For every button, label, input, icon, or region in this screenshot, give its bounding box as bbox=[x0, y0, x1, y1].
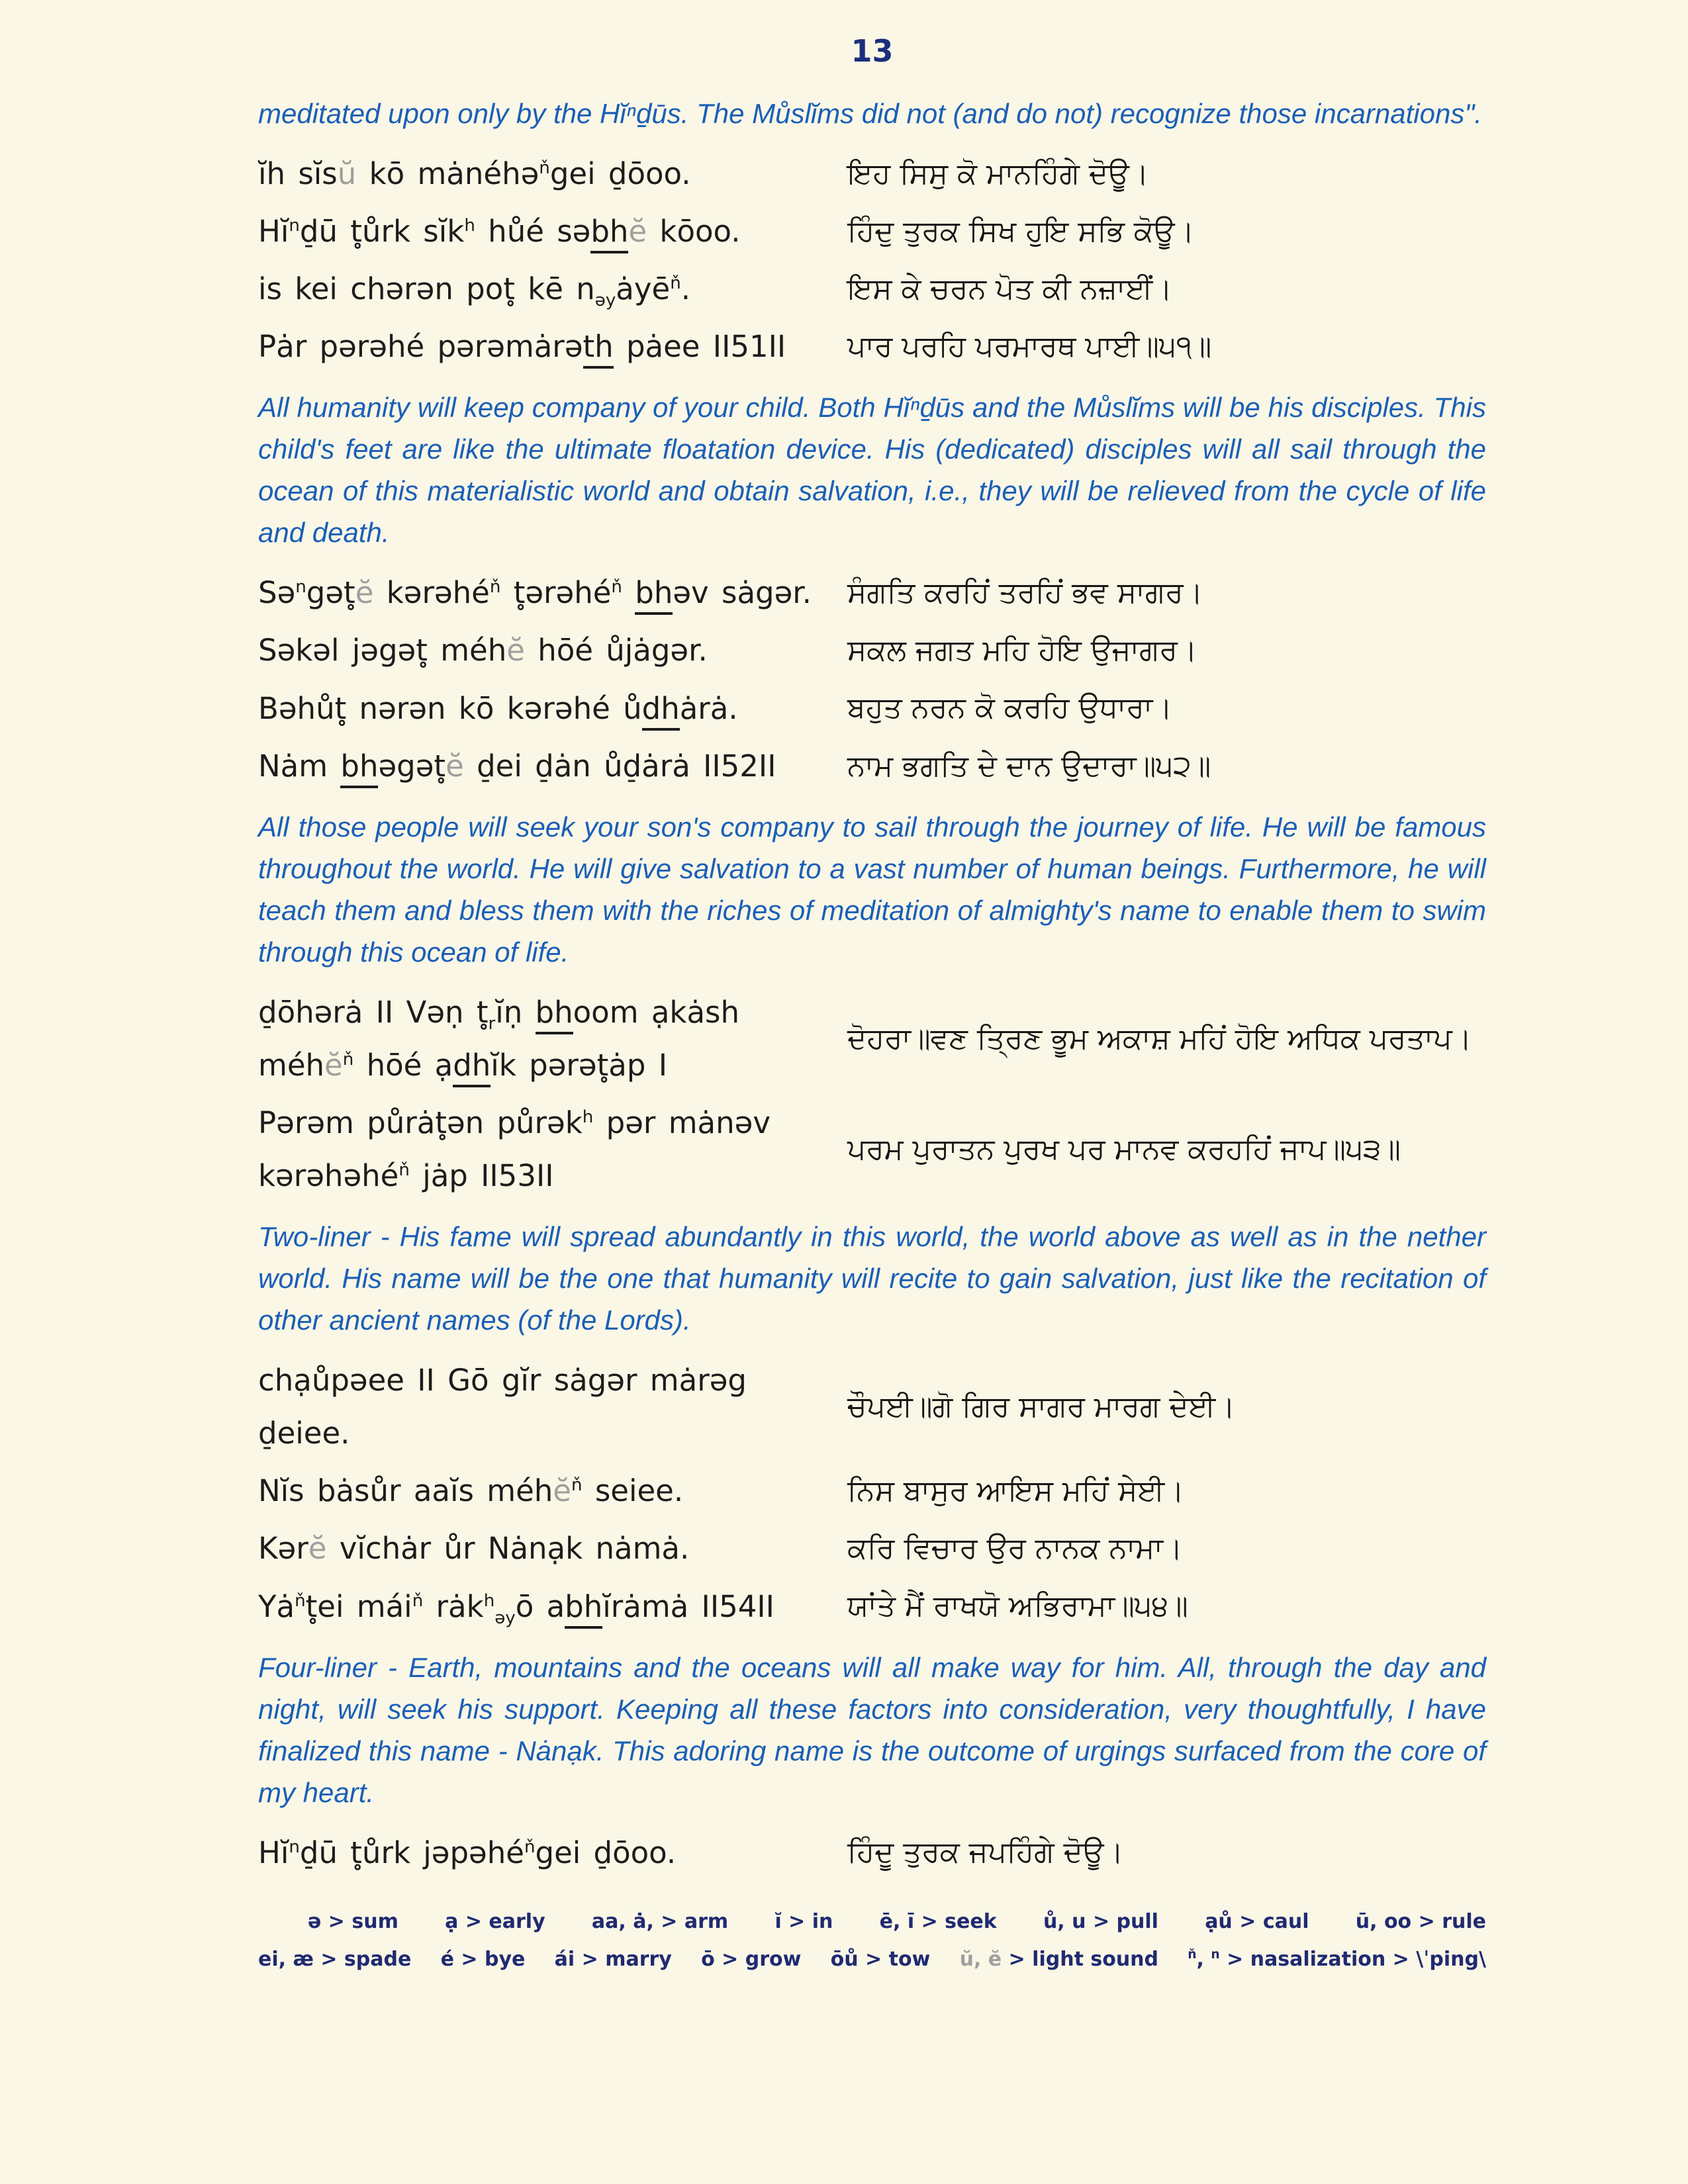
text-segment: th bbox=[583, 329, 614, 369]
text-segment: Hĭ bbox=[258, 214, 289, 250]
verse-row bbox=[258, 263, 1486, 316]
pronunciation-key-item bbox=[1043, 1910, 1158, 1933]
text-segment: ů, u > pull bbox=[1043, 1909, 1158, 1933]
pronunciation-key-row-2 bbox=[258, 1948, 1486, 1971]
pronunciation-key-item bbox=[592, 1910, 728, 1933]
verse-row bbox=[258, 1580, 1486, 1633]
text-segment: Səkəl jəgət̥ méh bbox=[258, 633, 507, 668]
subscript-letter: əy bbox=[494, 1608, 516, 1628]
text-segment: ŭ bbox=[337, 156, 357, 191]
text-segment: d̠ei d̠ȧn ůd̠ȧrȧ II52II bbox=[463, 748, 776, 784]
text-segment: kō mȧnéhə bbox=[356, 156, 539, 191]
gurmukhi-text: ਨਾਮ ਭਗਤਿ ਦੇ ਦਾਨ ਉਦਾਰਾ॥੫੨॥ bbox=[847, 749, 1211, 783]
pronunciation-key-row-1 bbox=[258, 1910, 1486, 1933]
text-segment: bh bbox=[635, 575, 673, 615]
verse-row bbox=[258, 205, 1486, 258]
text-segment: gei d̠ōoo. bbox=[535, 1835, 677, 1870]
text-segment: ĭrȧmȧ II54II bbox=[602, 1588, 774, 1624]
pronunciation-key-item bbox=[1205, 1910, 1309, 1933]
gurmukhi-text: ਇਹ ਸਿਸੁ ਕੋ ਮਾਨਹਿੰਗੇ ਦੋਊ। bbox=[847, 156, 1149, 191]
subscript-letter: r bbox=[488, 1013, 496, 1034]
text-segment: bh bbox=[536, 995, 573, 1034]
gurmukhi-text: ਹਿੰਦੂ ਤੁਰਕ ਜਪਹਿੰਗੇ ਦੋਊ। bbox=[847, 1835, 1124, 1870]
text-segment: t̥ei mái bbox=[305, 1588, 412, 1624]
text-segment: Pȧr pərəhé pərəmȧrə bbox=[258, 329, 583, 365]
text-segment: ə > sum bbox=[308, 1909, 399, 1933]
transliteration-text bbox=[258, 1580, 841, 1633]
text-segment: ĕ bbox=[553, 1473, 571, 1509]
superscript-letter: ň bbox=[399, 1160, 410, 1181]
text-segment: ŭ, ĕ bbox=[959, 1947, 1002, 1971]
transliteration-text bbox=[258, 682, 841, 735]
verse-row bbox=[258, 1097, 1486, 1203]
text-segment: Nĭs bȧsůr aaĭs méh bbox=[258, 1473, 553, 1509]
text-segment: gei d̠ōoo. bbox=[549, 156, 691, 191]
superscript-letter: ň bbox=[489, 577, 501, 598]
pronunciation-key-item bbox=[774, 1910, 833, 1933]
text-segment: ĭṇ bbox=[495, 994, 536, 1030]
text-segment: hůé sə bbox=[475, 214, 591, 250]
verse-55-partial bbox=[258, 1827, 1486, 1880]
text-segment: gət̥ bbox=[306, 575, 355, 611]
pronunciation-key-item bbox=[258, 1948, 411, 1971]
superscript-letter: ň bbox=[412, 1590, 424, 1611]
gurmukhi-text: ਬਹੁਤ ਨਰਨ ਕੋ ਕਰਹਿ ਉਧਾਰਾ। bbox=[847, 691, 1172, 725]
gurmukhi-text: ਪਰਮ ਪੁਰਾਤਨ ਪੁਰਖ ਪਰ ਮਾਨਵ ਕਰਹਹਿਂ ਜਾਪ॥੫੩॥ bbox=[847, 1132, 1401, 1166]
pronunciation-key-item bbox=[701, 1948, 801, 1971]
text-segment: ĭk pərət̥ȧp I bbox=[491, 1047, 667, 1083]
text-segment: ĕ bbox=[628, 214, 647, 250]
text-segment: is kei chərən pot̥ kē n bbox=[258, 271, 595, 307]
transliteration-text bbox=[258, 148, 841, 201]
text-segment: ō a bbox=[515, 1588, 565, 1624]
translation-paragraph-53: Two-liner - His fame will spread abundantly in this world, the world above as well as in the nether world. His name will be the one that humanity will recite to gain salvation, just like the recitation of other ancient names (of the Lords). bbox=[258, 1221, 1486, 1336]
text-segment: Sə bbox=[258, 575, 296, 611]
text-segment: d̠ū t̥ůrk sĭk bbox=[299, 214, 465, 250]
pronunciation-key bbox=[258, 1910, 1486, 1971]
superscript-letter: ň bbox=[524, 1837, 536, 1857]
transliteration-text bbox=[258, 320, 841, 373]
pronunciation-key-item bbox=[555, 1948, 672, 1971]
text-segment: ĭh sĭs bbox=[258, 156, 338, 191]
text-segment: ạů > caul bbox=[1205, 1909, 1309, 1933]
gurmukhi-text: ਹਿੰਦੁ ਤੁਰਕ ਸਿਖ ਹੁਇ ਸਭਿ ਕੋਊ। bbox=[847, 214, 1195, 248]
text-segment: d̠ū t̥ůrk jəpəhé bbox=[299, 1835, 524, 1870]
text-segment: kōoo. bbox=[647, 214, 741, 250]
pronunciation-key-item bbox=[441, 1948, 526, 1971]
text-segment: Kər bbox=[258, 1531, 308, 1567]
pronunciation-key-item bbox=[308, 1910, 399, 1933]
text-segment: vĭchȧr ůr Nȧnạk nȧmȧ. bbox=[326, 1531, 690, 1567]
text-segment: ĕ bbox=[355, 575, 374, 611]
superscript-letter: n bbox=[289, 216, 300, 236]
verse-row bbox=[258, 320, 1486, 373]
gurmukhi-text: ਦੋਹਰਾ॥ਵਣ ਤ੍ਰਿਣ ਭੂਮ ਅਕਾਸ਼ ਮਹਿਂ ਹੋਇ ਅਧਿਕ ਪਰਤਾਪ। bbox=[847, 1021, 1472, 1056]
verse-52 bbox=[258, 567, 1486, 792]
text-segment: ei, æ > spade bbox=[258, 1947, 412, 1971]
text-segment: é > bye bbox=[440, 1947, 526, 1971]
pronunciation-key-item bbox=[1188, 1948, 1486, 1971]
verse-row bbox=[258, 740, 1486, 793]
text-segment: bh bbox=[565, 1589, 602, 1629]
text-segment: > light sound bbox=[1002, 1947, 1159, 1971]
text-segment: jȧp II53II bbox=[409, 1158, 554, 1194]
transliteration-text bbox=[258, 567, 841, 619]
verse-row bbox=[258, 1522, 1486, 1575]
superscript-letter: h bbox=[582, 1107, 594, 1127]
text-segment: dh bbox=[453, 1048, 491, 1087]
superscript-letter: n bbox=[1211, 1947, 1220, 1962]
superscript-letter: n bbox=[289, 1837, 300, 1857]
superscript-letter: ň bbox=[670, 273, 681, 294]
verse-row bbox=[258, 1827, 1486, 1880]
gurmukhi-text: ਪਾਰ ਪਰਹਿ ਪਰਮਾਰਥ ਪਾਈ॥੫੧॥ bbox=[847, 330, 1212, 364]
verse-row bbox=[258, 148, 1486, 201]
text-segment: > nasalization > \ˈping\ bbox=[1219, 1947, 1486, 1971]
pronunciation-key-item bbox=[1356, 1910, 1486, 1933]
text-segment: . bbox=[680, 271, 691, 307]
verse-row bbox=[258, 682, 1486, 735]
text-segment: Pərəm půrȧt̥ən půrək bbox=[258, 1105, 583, 1140]
text-segment: ạ > early bbox=[445, 1909, 545, 1933]
text-segment: ĕ bbox=[308, 1531, 327, 1567]
superscript-letter: ň bbox=[1188, 1947, 1197, 1962]
gurmukhi-text: ਸਕਲ ਜਗਤ ਮਹਿ ਹੋਇ ਉਜਾਗਰ। bbox=[847, 633, 1197, 668]
superscript-letter: ň bbox=[342, 1049, 354, 1069]
superscript-letter: h bbox=[483, 1590, 495, 1611]
pronunciation-key-item bbox=[880, 1910, 997, 1933]
text-segment: bh bbox=[590, 214, 628, 253]
text-segment: pər mȧnəv kərəhəhé bbox=[258, 1105, 771, 1194]
text-segment: ū, oo > rule bbox=[1355, 1909, 1486, 1933]
gurmukhi-text: ਕਰਿ ਵਿਚਾਰ ਉਰ ਨਾਨਕ ਨਾਮਾ। bbox=[847, 1531, 1183, 1566]
transliteration-text bbox=[258, 1522, 841, 1575]
superscript-letter: ň bbox=[295, 1590, 306, 1611]
text-segment: ái > marry bbox=[554, 1947, 672, 1971]
verse-row bbox=[258, 1465, 1486, 1518]
gurmukhi-text: ਨਿਸ ਬਾਸੁਰ ਆਇਸ ਮਹਿਂ ਸੇਈ। bbox=[847, 1474, 1184, 1508]
text-segment: hōé ůjȧgər. bbox=[524, 633, 708, 668]
transliteration-text bbox=[258, 263, 841, 316]
translation-paragraph-intro: meditated upon only by the Hĭⁿd̠ūs. The Můslĭms did not (and do not) recognize those incarnations". bbox=[258, 98, 1482, 129]
text-segment: ĭ > in bbox=[774, 1909, 833, 1933]
verse-54-chaupaee bbox=[258, 1354, 1486, 1633]
gurmukhi-text: ਚੌਪਈ॥ਗੋ ਗਿਰ ਸਾਗਰ ਮਾਰਗ ਦੇਈ। bbox=[847, 1390, 1236, 1424]
subscript-letter: əy bbox=[594, 291, 616, 311]
superscript-letter: h bbox=[464, 216, 475, 236]
text-segment: ȧrȧ. bbox=[679, 690, 738, 726]
text-segment: kərəhé bbox=[373, 575, 490, 611]
gurmukhi-text: ਯਾਂਤੇ ਮੈਂ ਰਾਖਯੋ ਅਭਿਰਾਮਾ॥੫੪॥ bbox=[847, 1589, 1188, 1623]
transliteration-text bbox=[258, 624, 841, 677]
translation-paragraph-51: All humanity will keep company of your child. Both Hĭⁿd̠ūs and the Můslĭms will be his disciples. This child's feet are like the ultimate floatation device. His (dedicated) disciples will all sail through the ocean of this materialistic world and obtain salvation, i.e., they will be relieved from the cycle of life and death. bbox=[258, 392, 1486, 549]
superscript-letter: ň bbox=[539, 158, 550, 178]
text-segment: hōé ạ bbox=[353, 1047, 453, 1083]
transliteration-text bbox=[258, 205, 841, 258]
transliteration-text bbox=[258, 986, 841, 1092]
verse-row bbox=[258, 986, 1486, 1092]
pronunciation-key-item bbox=[960, 1948, 1158, 1971]
text-segment: əgət̥ bbox=[378, 748, 446, 784]
verse-row bbox=[258, 567, 1486, 619]
transliteration-text bbox=[258, 1097, 841, 1203]
text-segment: aa, ȧ, > arm bbox=[591, 1909, 729, 1933]
transliteration-text bbox=[258, 740, 841, 793]
text-segment: ĕ bbox=[324, 1047, 343, 1083]
text-segment: əv sȧgər. bbox=[673, 575, 812, 611]
text-segment: seiee. bbox=[582, 1473, 684, 1509]
text-segment: ȧyē bbox=[616, 271, 671, 307]
superscript-letter: n bbox=[295, 577, 306, 598]
translation-paragraph-54: Four-liner - Earth, mountains and the oceans will all make way for him. All, through the day and night, will seek his support. Keeping all these factors into consideration, very thoughtfully, I have finalized this name - Nȧnạk. This adoring name is the outcome of urgings surfaced from the core of my heart. bbox=[258, 1651, 1486, 1808]
text-segment: ō > grow bbox=[701, 1947, 802, 1971]
gurmukhi-text: ਸੰਗਤਿ ਕਰਹਿਂ ਤਰਹਿਂ ਭਵ ਸਾਗਰ। bbox=[847, 576, 1203, 610]
text-segment: Bəhůt̥ nərən kō kərəhé ů bbox=[258, 690, 642, 726]
text-segment: ĕ bbox=[506, 633, 525, 668]
pronunciation-key-item bbox=[831, 1948, 931, 1971]
text-segment: Hĭ bbox=[258, 1835, 289, 1870]
text-segment: dh bbox=[642, 691, 680, 731]
pronunciation-key-item bbox=[445, 1910, 545, 1933]
transliteration-text bbox=[258, 1827, 841, 1880]
verse-51 bbox=[258, 148, 1486, 373]
transliteration-text bbox=[258, 1354, 841, 1460]
text-segment: bh bbox=[340, 749, 378, 788]
text-segment: oom ạkȧsh méh bbox=[258, 994, 740, 1083]
text-segment: Yȧ bbox=[258, 1588, 295, 1624]
text-segment bbox=[622, 575, 635, 610]
superscript-letter: ň bbox=[571, 1475, 583, 1496]
text-segment: ōů > tow bbox=[830, 1947, 931, 1971]
transliteration-text bbox=[258, 1465, 841, 1518]
verse-row bbox=[258, 624, 1486, 677]
translation-paragraph-52: All those people will seek your son's company to sail through the journey of life. He will be famous throughout the world. He will give salvation to a vast number of human beings. Furthermore, he will teach them and bless them with the riches of meditation of almighty's name to enable them to swim through this ocean of life. bbox=[258, 811, 1486, 968]
verse-row bbox=[258, 1354, 1486, 1460]
text-segment: chạůpəee II Gō gĭr sȧgər mȧrəg d̠eiee. bbox=[258, 1363, 747, 1451]
text-segment: , bbox=[1196, 1947, 1211, 1971]
superscript-letter: ň bbox=[611, 577, 622, 598]
text-segment: rȧk bbox=[423, 1588, 484, 1624]
verse-53-dohera bbox=[258, 986, 1486, 1203]
text-segment: d̠ōhərȧ II Vəṇ t̥ bbox=[258, 994, 489, 1030]
text-segment: ĕ bbox=[445, 748, 464, 784]
text-segment: Nȧm bbox=[258, 748, 341, 784]
text-segment: t̥ərəhé bbox=[500, 575, 612, 611]
text-segment: ē, ī > seek bbox=[879, 1909, 997, 1933]
gurmukhi-text: ਇਸ ਕੇ ਚਰਨ ਪੋਤ ਕੀ ਨਜ਼ਾਈਂ। bbox=[847, 272, 1172, 306]
page-number: 13 bbox=[851, 33, 894, 69]
text-segment: pȧee II51II bbox=[613, 329, 786, 365]
